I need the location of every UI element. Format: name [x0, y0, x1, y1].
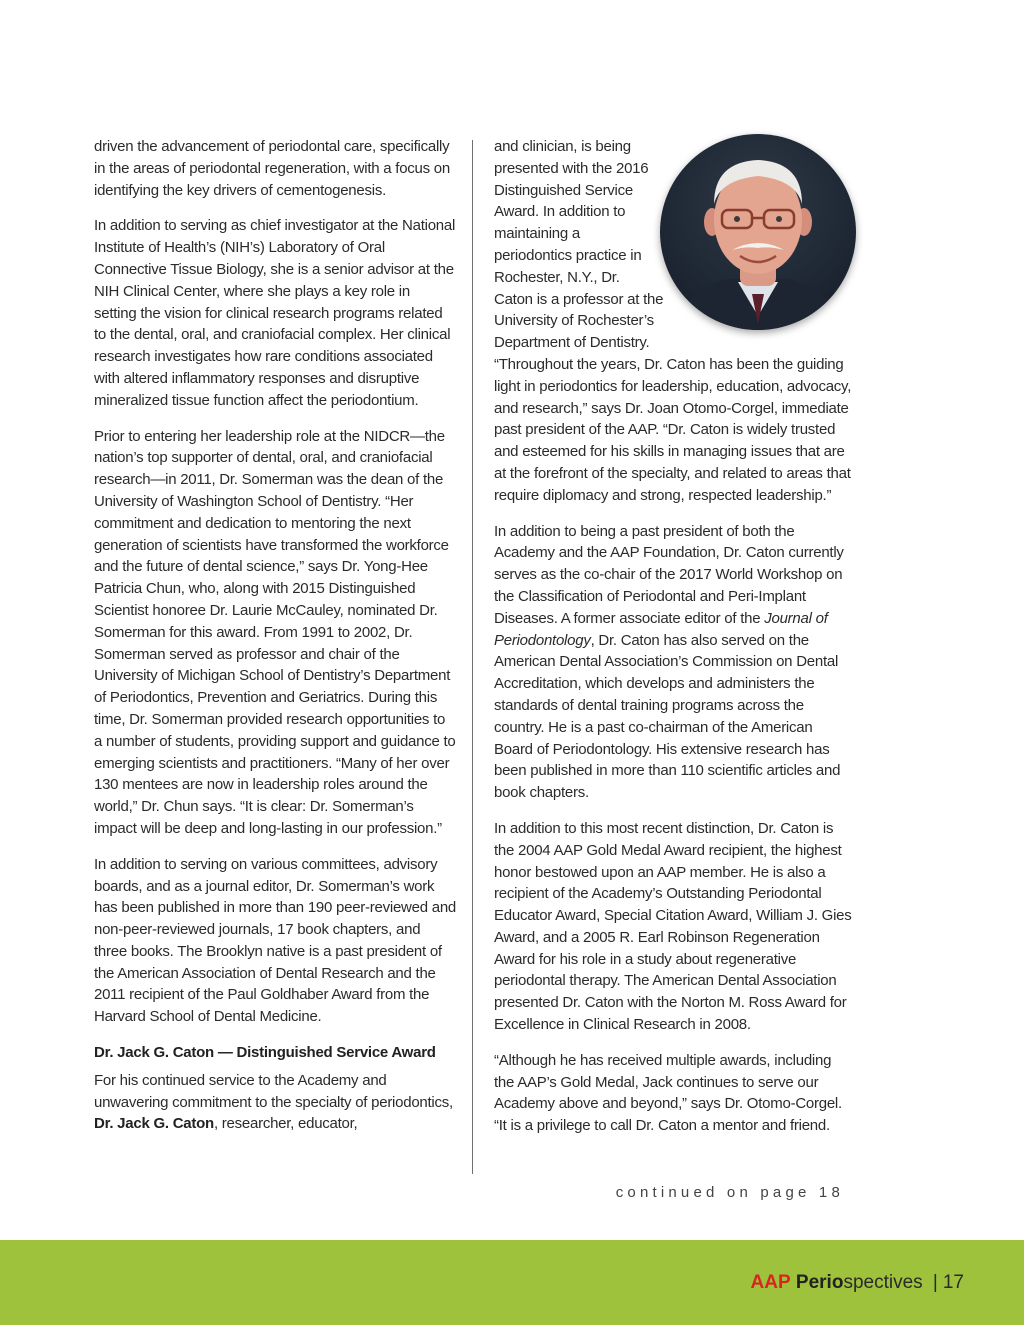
brand-perio: Perio	[795, 1272, 844, 1293]
brand-spectives: spectives	[843, 1272, 923, 1293]
continued-on-page-link[interactable]: continued on page 18	[615, 1184, 844, 1201]
paragraph	[494, 521, 854, 804]
paragraph-text: , Dr. Caton has also served on the American Dental Association’s Commission on Dental Accreditation, which develops and administers the standards of dental training programs across the country. He is a past co-chairman of the American Board of Periodontology. His extensive research has been published in more than 110 scientific articles and book chapters.	[494, 631, 841, 802]
paragraph	[94, 1070, 456, 1135]
brand-separator: |	[932, 1272, 938, 1293]
paragraph-text: In addition to being a past president of both the Academy and the AAP Foundation, Dr. Caton currently serves as the co-chair of the 2017 World Workshop on the Classification of Periodontal and Peri-Implant Diseases. A former associate editor of the	[494, 522, 844, 627]
paragraph: “Although he has received multiple awards, including the AAP’s Gold Medal, Jack continues to serve our Academy above and beyond,” says Dr. Otomo-Corgel. “It is a privilege to call Dr. Caton a mentor and friend.	[494, 1051, 842, 1135]
paragraph: and clinician, is being presented with the 2016 Distinguished Service Award. In addition to maintaining a periodontics practice in Rochester, N.Y., Dr. Caton is a professor at the University of Rochester’s Department of Dentistry. “Throughout the years, Dr. Caton has been the guiding light in periodontics for leadership, education, advocacy, and research,” says Dr. Joan Otomo-Corgel, immediate past president of the AAP. “Dr. Caton is widely trusted and esteemed for his skills in managing issues that are at the forefront of the specialty, and related to areas that require diplomacy and strong, respected leadership.”	[494, 138, 852, 504]
portrait-photo	[660, 134, 856, 330]
paragraph: In addition to this most recent distinction, Dr. Caton is the 2004 AAP Gold Medal Award recipient, the highest honor bestowed upon an AAP member. He is also a recipient of the Academy’s Outstanding Periodontal Educator Award, Special Citation Award, William J. Gies Award, and a 2005 R. Earl Robinson Regeneration Award for his role in a study about regenerative periodontal therapy. The American Dental Association presented Dr. Caton with the Norton M. Ross Award for Excellence in Clinical Research in 2008.	[494, 819, 852, 1034]
paragraph: In addition to serving on various committees, advisory boards, and as a journal editor, Dr. Somerman’s work has been published in more than 190 peer-reviewed and non-peer-reviewed journals, 17 book chapters, and three books. The Brooklyn native is a past president of the American Association of Dental Research and the 2011 recipient of the Paul Goldhaber Award from the Harvard School of Dental Medicine.	[94, 855, 457, 1026]
section-subheading: Dr. Jack G. Caton — Distinguished Service Award	[94, 1044, 436, 1062]
paragraph: In addition to serving as chief investigator at the National Institute of Health’s (NIH’s) Laboratory of Oral Connective Tissue Biology, she is a senior advisor at the NIH Clinical Center, where she plays a key role in setting the vision for clinical research programs related to the dental, oral, and craniofacial complex. Her clinical research investigates how rare conditions associated with altered inflammatory responses and disruptive mineralized tissue function affect the periodontium.	[94, 217, 456, 409]
footer-brand	[751, 1272, 965, 1294]
brand-aap: AAP	[750, 1272, 791, 1293]
paragraph: driven the advancement of periodontal care, specifically in the areas of periodontal regeneration, with a focus on identifying the key drivers of cementogenesis.	[94, 138, 450, 199]
journal-title: Journal of Periodontology	[494, 609, 828, 649]
portrait-illustration	[660, 134, 856, 330]
column-divider	[472, 140, 473, 1174]
paragraph-text: , researcher, educator,	[213, 1115, 358, 1133]
page-number: 17	[942, 1272, 964, 1293]
right-column	[494, 136, 854, 1151]
honoree-name: Dr. Jack G. Caton	[94, 1115, 214, 1133]
left-column	[94, 136, 456, 1149]
paragraph: Prior to entering her leadership role at the NIDCR—the nation’s top supporter of dental, oral, and craniofacial research—in 2011, Dr. Somerman was the dean of the University of Washington School of Dentistry. “Her commitment and dedication to mentoring the next generation of scientists have transformed the workforce and the future of dental science,” says Dr. Yong-Hee Patricia Chun, who, along with 2015 Distinguished Scientist honoree Dr. Laurie McCauley, nominated Dr. Somerman for this award. From 1991 to 2002, Dr. Somerman served as professor and chair of the University of Michigan School of Dentistry’s Department of Periodontics, Prevention and Geriatrics. During this time, Dr. Somerman provided research opportunities to a number of students, providing support and guidance to emerging scientists and practitioners. “Many of her over 130 mentees are now in leadership roles around the world,” Dr. Chun says. “It is clear: Dr. Somerman’s impact will be deep and long-lasting in our profession.”	[94, 427, 456, 837]
paragraph-text: For his continued service to the Academy and unwavering commitment to the specialty of periodontics,	[94, 1071, 453, 1111]
